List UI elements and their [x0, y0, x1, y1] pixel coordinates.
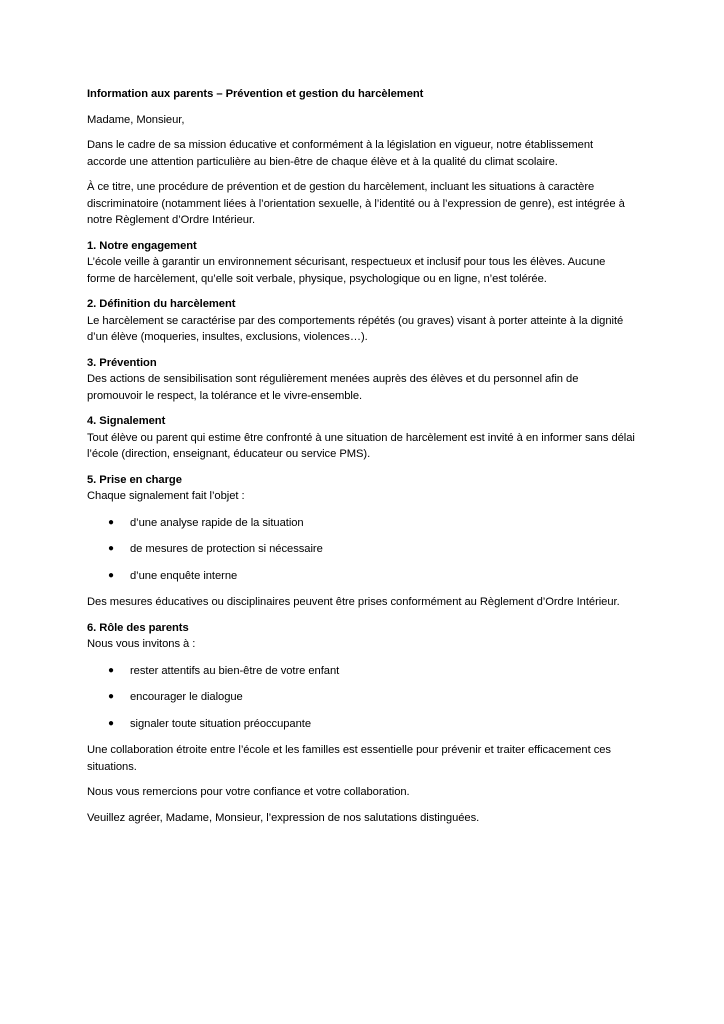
- section-note: Une collaboration étroite entre l’école et les familles est essentielle pour prévenir et traiter efficacement ces situations.: [87, 744, 611, 773]
- section-definition: [87, 296, 635, 346]
- list-item: [87, 689, 635, 706]
- list-item: [87, 568, 635, 585]
- section-role-parents: [87, 620, 635, 776]
- closing-thanks: Nous vous remercions pour votre confiance et votre collaboration.: [87, 786, 410, 798]
- bullet-list: [87, 663, 635, 733]
- closing-formula: Veuillez agréer, Madame, Monsieur, l’expression de nos salutations distinguées.: [87, 811, 480, 824]
- intro-paragraph-2: À ce titre, une procédure de prévention et de gestion du harcèlement, incluant les situations à caractère discriminatoire (notamment liées à l’orientation sexuelle, à l’identité ou à l’expression de genre), est intégrée à notre Règlement d’Ordre Intérieur.: [87, 181, 625, 226]
- section-heading: 5. Prise en charge: [87, 473, 182, 486]
- list-item-text: d’une enquête interne: [130, 569, 238, 582]
- bullet-icon: ●: [108, 516, 114, 528]
- list-item-text: d’une analyse rapide de la situation: [130, 516, 304, 529]
- bullet-icon: ●: [108, 569, 114, 581]
- section-note: Des mesures éducatives ou disciplinaires peuvent être prises conformément au Règlement d’Ordre Intérieur.: [87, 596, 620, 608]
- list-item-text: de mesures de protection si nécessaire: [130, 543, 323, 555]
- section-body: Nous vous invitons à :: [87, 638, 196, 650]
- section-heading: 4. Signalement: [87, 415, 166, 427]
- section-signalement: [87, 413, 635, 463]
- bullet-icon: ●: [108, 717, 114, 729]
- list-item-text: signaler toute situation préoccupante: [130, 717, 312, 730]
- bullet-icon: ●: [108, 691, 114, 702]
- bullet-list: [87, 515, 635, 585]
- section-prise-en-charge: [87, 472, 635, 611]
- list-item-text: encourager le dialogue: [130, 691, 243, 703]
- section-body: Le harcèlement se caractérise par des comportements répétés (ou graves) visant à porter atteinte à la dignité d’un élève (moqueries, insultes, exclusions, violences…).: [87, 314, 624, 343]
- letter-title: Information aux parents – Prévention et gestion du harcèlement: [87, 88, 424, 100]
- list-item: [87, 515, 635, 532]
- list-item: [87, 716, 635, 733]
- list-item: [87, 663, 635, 680]
- section-heading: 2. Définition du harcèlement: [87, 298, 236, 310]
- list-item: [87, 541, 635, 558]
- section-body: Des actions de sensibilisation sont régulièrement menées auprès des élèves et du personnel afin de promouvoir le respect, la tolérance et le vivre-ensemble.: [87, 373, 579, 402]
- section-engagement: [87, 238, 635, 288]
- salutation: Madame, Monsieur,: [87, 113, 185, 126]
- intro-paragraph-1: Dans le cadre de sa mission éducative et conformément à la législation en vigueur, notre établissement accorde une attention particulière au bien-être de chaque élève et à la qualité du climat scolaire.: [87, 139, 594, 168]
- letter-page: [87, 86, 635, 835]
- section-heading: 1. Notre engagement: [87, 239, 197, 252]
- section-heading: 6. Rôle des parents: [87, 621, 189, 634]
- section-body: Tout élève ou parent qui estime être confronté à une situation de harcèlement est invité à en informer sans délai l’école (direction, enseignant, éducateur ou service PMS).: [87, 431, 635, 460]
- list-item-text: rester attentifs au bien-être de votre enfant: [130, 664, 340, 677]
- section-body: L’école veille à garantir un environnement sécurisant, respectueux et inclusif pour tous les élèves. Aucune forme de harcèlement, qu’elle soit verbale, physique, psychologique ou en ligne, n’est tolérée.: [87, 256, 606, 285]
- section-heading: 3. Prévention: [87, 356, 157, 369]
- bullet-icon: ●: [108, 664, 114, 676]
- bullet-icon: ●: [108, 543, 114, 554]
- section-prevention: [87, 355, 635, 405]
- section-body: Chaque signalement fait l’objet :: [87, 490, 245, 502]
